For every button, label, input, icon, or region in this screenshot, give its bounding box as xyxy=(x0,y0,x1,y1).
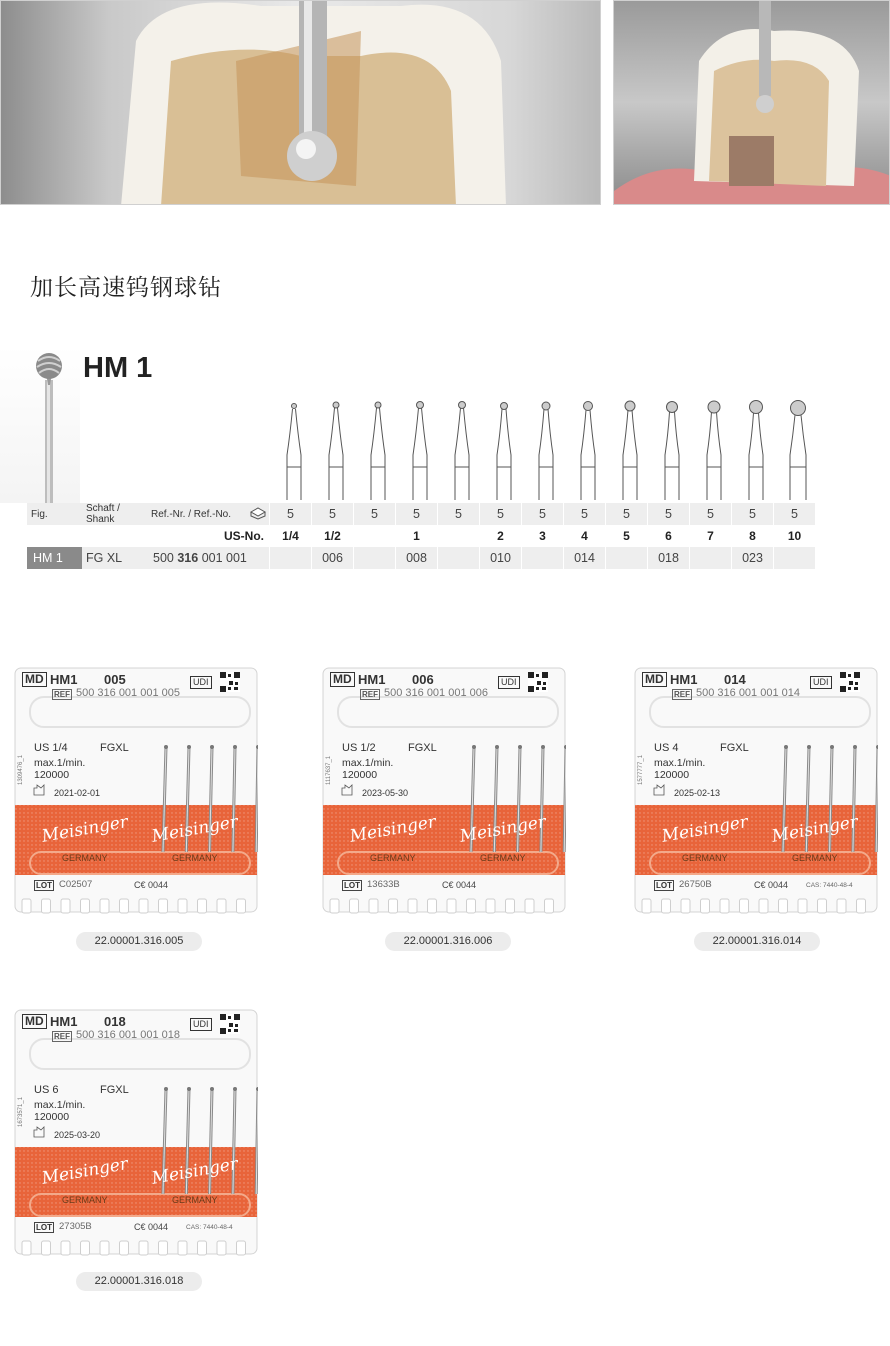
brand-logo-left: Meisinger xyxy=(660,812,750,847)
pack-size-number: 005 xyxy=(104,672,126,687)
pack-model: HM1 xyxy=(670,672,698,687)
qty-cell: 5 xyxy=(479,503,521,525)
size-cell xyxy=(437,547,479,569)
bur-size-figure xyxy=(665,402,679,501)
bur-in-pack xyxy=(876,745,878,852)
pack-card xyxy=(14,667,258,915)
brand-logo-right: Meisinger xyxy=(770,812,860,847)
pack-shank: FGXL xyxy=(100,1084,129,1096)
bur-size-figure xyxy=(329,402,343,500)
country-right: GERMANY xyxy=(792,853,838,863)
qty-cell: 5 xyxy=(395,503,437,525)
row-fig: HM 1 xyxy=(27,547,82,569)
us-no-cell xyxy=(437,525,479,547)
cas-number: CAS: 7440-48-4 xyxy=(186,1224,233,1231)
pack-model: HM1 xyxy=(50,672,78,687)
country-left: GERMANY xyxy=(370,853,416,863)
lot-symbol: LOT xyxy=(656,881,672,890)
pack-card xyxy=(322,667,566,915)
pack-card xyxy=(634,667,878,915)
bur-size-figure xyxy=(287,404,301,501)
pack-ref-number: 500 316 001 001 005 xyxy=(76,687,180,699)
bur-size-figure xyxy=(707,401,721,500)
pack-size-number: 018 xyxy=(104,1014,126,1029)
md-mark: MD xyxy=(22,672,47,687)
product-code-pill[interactable]: 22.00001.316.005 xyxy=(76,932,202,951)
cas-number: CAS: 7440-48-4 xyxy=(806,882,853,889)
bur-size-figure xyxy=(371,402,385,500)
udi-label: UDI xyxy=(190,1018,212,1031)
row-ref: 500 316 001 001 xyxy=(147,547,269,569)
lot-symbol: LOT xyxy=(344,881,360,890)
pack-card xyxy=(14,1009,258,1257)
qty-cell: 5 xyxy=(521,503,563,525)
pack-ref-number: 500 316 001 001 014 xyxy=(696,687,800,699)
header-ref: Ref.-Nr. / Ref.-No. xyxy=(147,503,247,525)
qty-cell: 5 xyxy=(563,503,605,525)
tooth-drilling-illustration-right xyxy=(613,0,890,205)
pack-speed: 120000 xyxy=(34,769,70,781)
pack-ref-number: 500 316 001 001 018 xyxy=(76,1029,180,1041)
pack-us-size: US 4 xyxy=(654,742,679,754)
size-cell: 018 xyxy=(647,547,689,569)
us-no-label: US-No. xyxy=(27,525,269,547)
bur-size-figure xyxy=(623,401,637,500)
pack-ref-number: 500 316 001 001 006 xyxy=(384,687,488,699)
bur-size-figure xyxy=(790,401,806,501)
ball-bur-icon xyxy=(0,345,80,503)
us-no-cell: 1/4 xyxy=(269,525,311,547)
bur-size-figure xyxy=(497,403,511,501)
product-code-pill[interactable]: 22.00001.316.014 xyxy=(694,932,820,951)
qty-cell: 5 xyxy=(731,503,773,525)
qty-cell: 5 xyxy=(647,503,689,525)
pack-size-number: 014 xyxy=(724,672,746,687)
tooth-model-image xyxy=(614,1,890,205)
size-cell: 014 xyxy=(563,547,605,569)
pack-background xyxy=(14,667,258,915)
pack-lot: 27305B xyxy=(59,1221,92,1232)
size-cell xyxy=(353,547,395,569)
brand-logo-left: Meisinger xyxy=(40,812,130,847)
pack-background xyxy=(634,667,878,915)
bur-size-figure xyxy=(539,402,553,500)
brand-logo-left: Meisinger xyxy=(40,1154,130,1189)
bur-in-pack xyxy=(256,745,258,852)
spec-table-us-row xyxy=(27,525,815,547)
product-title: 加长高速钨钢球钻 xyxy=(30,275,222,301)
pack-lot: C02507 xyxy=(59,879,93,890)
size-cell: 006 xyxy=(311,547,353,569)
qty-cell: 5 xyxy=(353,503,395,525)
pack-side-code: 1309476_1 xyxy=(18,754,24,785)
qty-cell: 5 xyxy=(269,503,311,525)
pack-speed-label: max.1/min. xyxy=(654,757,706,769)
lot-symbol: LOT xyxy=(36,1223,52,1232)
qty-cell: 5 xyxy=(311,503,353,525)
pack-us-size: US 6 xyxy=(34,1084,59,1096)
model-name: HM 1 xyxy=(83,352,153,384)
brand-logo-right: Meisinger xyxy=(150,1154,240,1189)
udi-qr-code-icon xyxy=(220,1014,240,1034)
spec-table-qty-row xyxy=(27,503,815,525)
bur-size-figure xyxy=(749,401,763,501)
lot-symbol: LOT xyxy=(36,881,52,890)
ce-mark: C€ 0044 xyxy=(134,1222,169,1232)
us-no-cell: 6 xyxy=(647,525,689,547)
pack-lot: 13633B xyxy=(367,879,400,890)
country-right: GERMANY xyxy=(172,853,218,863)
product-code-pill[interactable]: 22.00001.316.018 xyxy=(76,1272,202,1291)
size-cell: 010 xyxy=(479,547,521,569)
pack-speed: 120000 xyxy=(654,769,690,781)
country-left: GERMANY xyxy=(62,853,108,863)
pack-date: 2023-05-30 xyxy=(362,788,409,798)
spec-table xyxy=(27,503,815,569)
country-left: GERMANY xyxy=(62,1195,108,1205)
bur-in-pack xyxy=(256,1087,258,1194)
qty-cell: 5 xyxy=(773,503,815,525)
us-no-cell: 10 xyxy=(773,525,815,547)
size-cell xyxy=(689,547,731,569)
size-cell xyxy=(269,547,311,569)
md-mark: MD xyxy=(330,672,355,687)
pack-date: 2021-02-01 xyxy=(54,788,101,798)
country-left: GERMANY xyxy=(682,853,728,863)
pack-speed: 120000 xyxy=(34,1111,70,1123)
pack-lot: 26750B xyxy=(679,879,712,890)
udi-qr-code-icon xyxy=(528,672,548,692)
pack-date: 2025-02-13 xyxy=(674,788,721,798)
bur-photo xyxy=(0,345,80,503)
size-cell: 008 xyxy=(395,547,437,569)
size-cell xyxy=(521,547,563,569)
md-mark: MD xyxy=(22,1014,47,1029)
row-shank: FG XL xyxy=(82,547,147,569)
spec-table-product-row xyxy=(27,547,815,569)
size-cell xyxy=(773,547,815,569)
md-mark: MD xyxy=(642,672,667,687)
tooth-cross-section-image xyxy=(1,1,601,205)
pack-shank: FGXL xyxy=(100,742,129,754)
us-no-cell: 2 xyxy=(479,525,521,547)
pack-speed-label: max.1/min. xyxy=(342,757,394,769)
pack-date: 2025-03-20 xyxy=(54,1130,101,1140)
ref-symbol: REF xyxy=(54,1032,70,1041)
bur-size-drawings xyxy=(273,395,815,502)
pack-model: HM1 xyxy=(50,1014,78,1029)
pack-size-number: 006 xyxy=(412,672,434,687)
qty-cell: 5 xyxy=(605,503,647,525)
ce-mark: C€ 0044 xyxy=(134,880,169,890)
pack-us-size: US 1/4 xyxy=(34,742,68,754)
us-no-cell xyxy=(353,525,395,547)
us-no-cell: 8 xyxy=(731,525,773,547)
pack-shank: FGXL xyxy=(408,742,437,754)
country-right: GERMANY xyxy=(172,1195,218,1205)
us-no-cell: 5 xyxy=(605,525,647,547)
ref-symbol: REF xyxy=(362,690,378,699)
us-no-cell: 1/2 xyxy=(311,525,353,547)
pack-speed: 120000 xyxy=(342,769,378,781)
us-no-cell: 4 xyxy=(563,525,605,547)
brand-logo-right: Meisinger xyxy=(458,812,548,847)
udi-label: UDI xyxy=(498,676,520,689)
udi-label: UDI xyxy=(190,676,212,689)
country-right: GERMANY xyxy=(480,853,526,863)
tooth-drilling-illustration-left xyxy=(0,0,601,205)
pack-us-size: US 1/2 xyxy=(342,742,376,754)
pack-side-code: 1117637_1 xyxy=(326,755,332,785)
us-no-cell: 1 xyxy=(395,525,437,547)
bur-size-figure xyxy=(581,402,595,501)
bur-size-figure xyxy=(455,402,469,501)
us-no-cell: 7 xyxy=(689,525,731,547)
udi-qr-code-icon xyxy=(220,672,240,692)
qty-cell: 5 xyxy=(689,503,731,525)
udi-label: UDI xyxy=(810,676,832,689)
pack-speed-label: max.1/min. xyxy=(34,1099,86,1111)
header-fig: Fig. xyxy=(27,503,82,525)
bur-size-figure xyxy=(413,402,427,501)
pack-side-code: 1577777_1 xyxy=(638,754,644,785)
udi-qr-code-icon xyxy=(840,672,860,692)
product-code-pill[interactable]: 22.00001.316.006 xyxy=(385,932,511,951)
brand-logo-left: Meisinger xyxy=(348,812,438,847)
pack-model: HM1 xyxy=(358,672,386,687)
ce-mark: C€ 0044 xyxy=(754,880,789,890)
pack-background xyxy=(322,667,566,915)
us-no-cell: 3 xyxy=(521,525,563,547)
qty-cell: 5 xyxy=(437,503,479,525)
size-cell xyxy=(605,547,647,569)
ce-mark: C€ 0044 xyxy=(442,880,477,890)
brand-logo-right: Meisinger xyxy=(150,812,240,847)
pack-qty-icon xyxy=(247,503,269,525)
bur-in-pack xyxy=(564,745,566,852)
pack-side-code: 1673571_1 xyxy=(18,1096,24,1127)
size-cell: 023 xyxy=(731,547,773,569)
pack-speed-label: max.1/min. xyxy=(34,757,86,769)
pack-background xyxy=(14,1009,258,1257)
pack-shank: FGXL xyxy=(720,742,749,754)
ref-symbol: REF xyxy=(54,690,70,699)
header-shank: Schaft / Shank xyxy=(82,503,147,525)
ref-symbol: REF xyxy=(674,690,690,699)
